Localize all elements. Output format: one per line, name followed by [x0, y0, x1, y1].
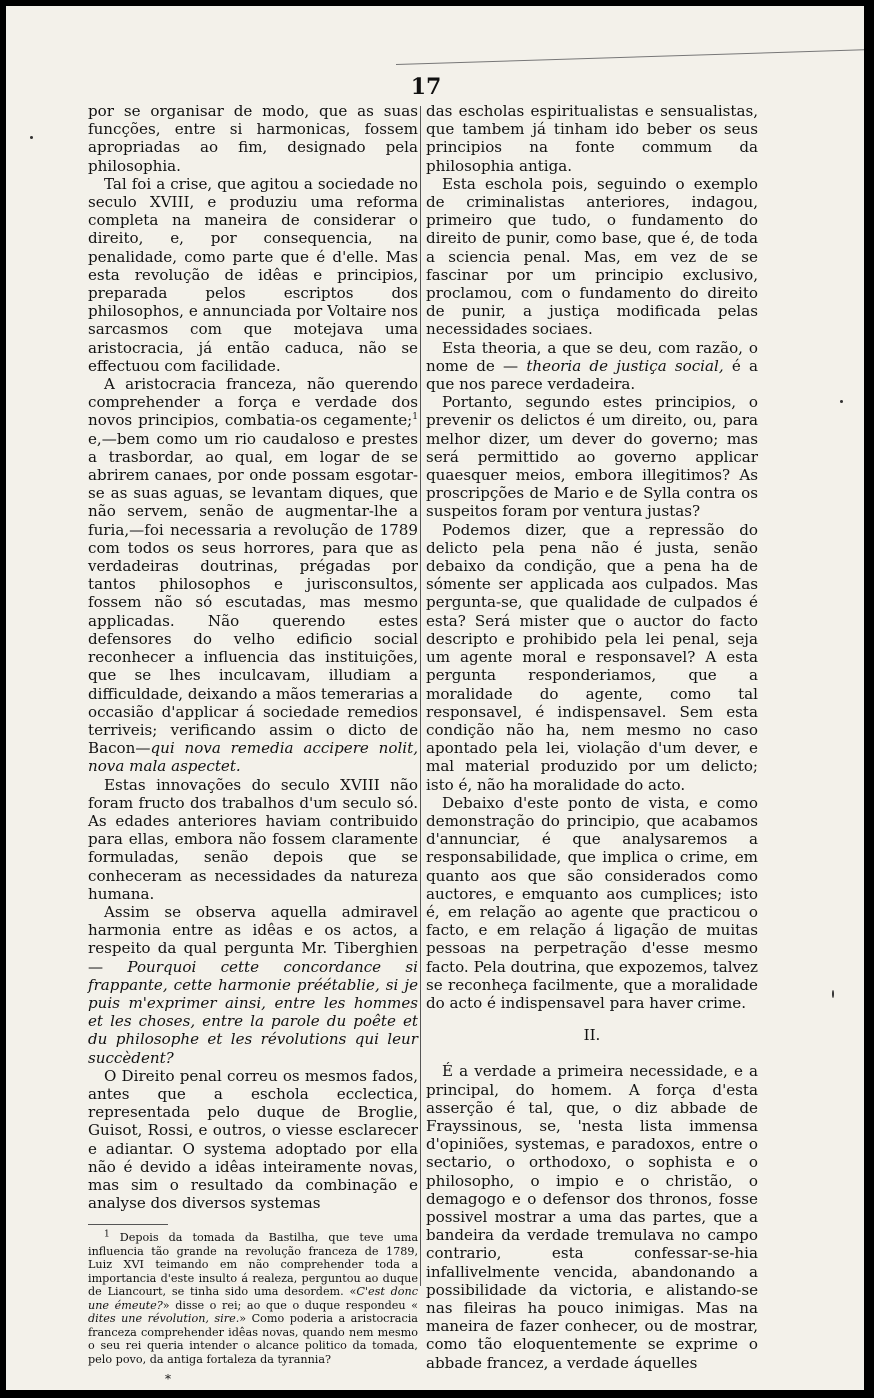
paragraph	[426, 339, 758, 394]
footnote-ref: 1	[412, 412, 418, 423]
footnote	[88, 1231, 418, 1366]
paragraph-text: e,—bem como um rio caudaloso e prestes a trasbordar, ao qual, em logar de se abrirem canaes, por onde possam esgotar-se as suas aguas, se levantam diques, que não servem, senão de augmentar-lhe a furia,—foi necessaria a revolução de 1789 com todos os seus horrores, para que as verdadeiras doutrinas, prégadas por tantos philosophos e jurisconsultos, fossem não só escutadas, mas mesmo applicadas. Não querendo estes defensores do velho edificio social reconhecer a influencia das instituições, que se lhes inculcavam, illudiam a difficuldade, deixando a mãos temerarias a occasião d'applicar á sociedade remedios terriveis; verificando assim o dicto de Bacon—	[88, 429, 418, 758]
print-speck	[832, 990, 834, 998]
paragraph	[88, 375, 418, 775]
paragraph: Debaixo d'este ponto de vista, e como demonstração do principio, que acabamos d'annunciar, é que analysaremos a responsabilidade, que implica o crime, em quanto aos que são considerados como auctores, e emquanto aos cumplices; isto é, em relação ao agente que practicou o facto, e em relação á ligação de muitas pessoas na perpetração d'esse mesmo facto. Pela doutrina, que expozemos, talvez se reconheça facilmente, que a moralidade do acto é indispensavel para haver crime.	[426, 793, 758, 1012]
paragraph: Portanto, segundo estes principios, o prevenir os delictos é um direito, ou, para melhor dizer, um dever do governo; mas será permittido ao governo applicar quaesquer meios, embora illegitimos? As proscripções de Mario e de Sylla contra os suspeitos foram por ventura justas?	[426, 393, 758, 521]
footnote-text: » Como poderia a aristocracia franceza comprehender idêas novas, quando nem mesmo o seu rei queria intender o alcance politico da tomada, pelo povo, da antiga fortaleza da tyrannia?	[88, 1312, 418, 1366]
footnote-text: » disse o rei; ao que o duque respondeu «	[162, 1298, 418, 1312]
top-rule	[396, 49, 864, 65]
footnote-divider	[88, 1224, 168, 1225]
print-speck	[30, 136, 33, 139]
section-heading: II.	[583, 1026, 601, 1045]
paragraph: Esta eschola pois, seguindo o exemplo de criminalistas anteriores, indagou, primeiro que tudo, o fundamento do direito de punir, como base, que é, de toda a sciencia penal. Mas, em vez de se fascinar por um principio exclusivo, proclamou, com o fundamento do direito de punir, a justiça modificada pelas necessidades sociaes.	[426, 174, 758, 339]
footnote-mark: 1	[104, 1229, 110, 1240]
footnote-text: Depois da tomada da Bastilha, que teve uma influencia tão grande na revolução franceza de 1789, Luiz XVI teimando em não comprehender toda a importancia d'este insulto á realeza, perguntou ao duque de Liancourt, se tinha sido uma desordem. «	[88, 1231, 418, 1299]
paragraph-text: Assim se observa aquella admiravel harmonia entre as idêas e os actos, a respeito da qual pergunta Mr. Tiberghien —	[88, 902, 418, 976]
paragraph: Tal foi a crise, que agitou a sociedade no seculo XVIII, e produziu uma reforma completa na maneira de considerar o direito, e, por consequencia, na penalidade, como parte que é d'elle. Mas esta revolução de idêas e principios, preparada pelos escriptos dos philosophos, e annunciada por Voltaire nos sarcasmos com que motejava uma aristocracia, já então caduca, não se effectuou com facilidade.	[88, 174, 418, 375]
paragraph: O Direito penal correu os mesmos fados, antes que a eschola ecclectica, representada pelo duque de Broglie, Guisot, Rossi, e outros, o viesse esclarecer e adiantar. O systema adoptado por ella não é devido a idêas inteiramente novas, mas sim o resultado da combinação e analyse dos diversos systemas	[88, 1066, 418, 1213]
paragraph: Podemos dizer, que a repressão do delicto pela pena não é justa, senão debaixo da condição, que a pena ha de sómente ser applicada aos culpados. Mas pergunta-se, que qualidade de culpados é esta? Será mister que o auctor do facto descripto e prohibido pela lei penal, seja um agente moral e responsavel? A esta pergunta responderiamos, que a moralidade do agente, como tal responsavel, é indispensavel. Sem esta condição não ha, nem mesmo no caso apontado pela lei, violação d'um dever, e mal material produzido por um delicto; isto é, não ha moralidade do acto.	[426, 520, 758, 794]
paragraph: É a verdade a primeira necessidade, e a principal, do homem. A força d'esta asserção é tal, que, o diz abbade de Frayssinous, se, 'nesta lista immensa d'opiniões, systemas, e paradoxos, entre o sectario, o orthodoxo, o sophista e o philosopho, o impio e o christão, o demagogo e o defensor dos thronos, fosse possivel mostrar a uma das partes, que a bandeira da verdade tremulava no campo contrario, esta confessar-se-hia infallivelmente vencida, abandonando a possibilidade da victoria, e alistando-se nas fileiras ha pouco inimigas. Mas na maneira de fazer conhecer, ou de mostrar, como tão eloquentemente se exprime o abbade francez, a verdade áquelles	[426, 1062, 758, 1372]
footnote-quote: C'est donc une émeute?	[88, 1285, 419, 1312]
french-quote: Pourquoi cette concordance si frappante, cette harmonie préétablie, si je puis m'exprimer ainsi, entre les hommes et les choses, entre la parole du poête et du philosophe et les révolutions qui leur succèdent?	[88, 957, 418, 1067]
paragraph: das escholas espiritualistas e sensualistas, que tambem já tinham ido beber os seus principios na fonte commum da philosophia antiga.	[426, 102, 758, 175]
asterisk-mark: *	[165, 1372, 171, 1387]
paragraph-text: Esta theoria, a que se deu, com razão, o nome de —	[426, 338, 758, 375]
print-speck	[840, 400, 843, 403]
term-italic: theoria de justiça social,	[526, 356, 724, 375]
page-number: 17	[410, 74, 442, 100]
paragraph: por se organisar de modo, que as suas funcções, entre si harmonicas, fossem apropriadas ao fim, designado pela philosophia.	[88, 102, 418, 175]
newspaper-page	[6, 6, 864, 1390]
paragraph-text: é a que nos parece verdadeira.	[426, 356, 758, 394]
column-divider	[420, 106, 421, 1286]
right-column	[426, 102, 758, 1372]
left-column	[88, 102, 418, 1389]
paragraph	[88, 903, 418, 1067]
footnote-quote: dites une révolution, sire.	[88, 1312, 240, 1326]
latin-quote: qui nova remedia accipere nolit, nova mala aspectet.	[88, 739, 418, 776]
paragraph-text: A aristocracia franceza, não querendo comprehender a força e verdade dos novos principios, combatia-os cegamente;	[88, 375, 418, 430]
paragraph: Estas innovações do seculo XVIII não foram fructo dos trabalhos d'um seculo só. As edades anteriores haviam contribuido para ellas, embora não fossem claramente formuladas, senão depois que se conheceram as necessidades da natureza humana.	[88, 775, 418, 903]
